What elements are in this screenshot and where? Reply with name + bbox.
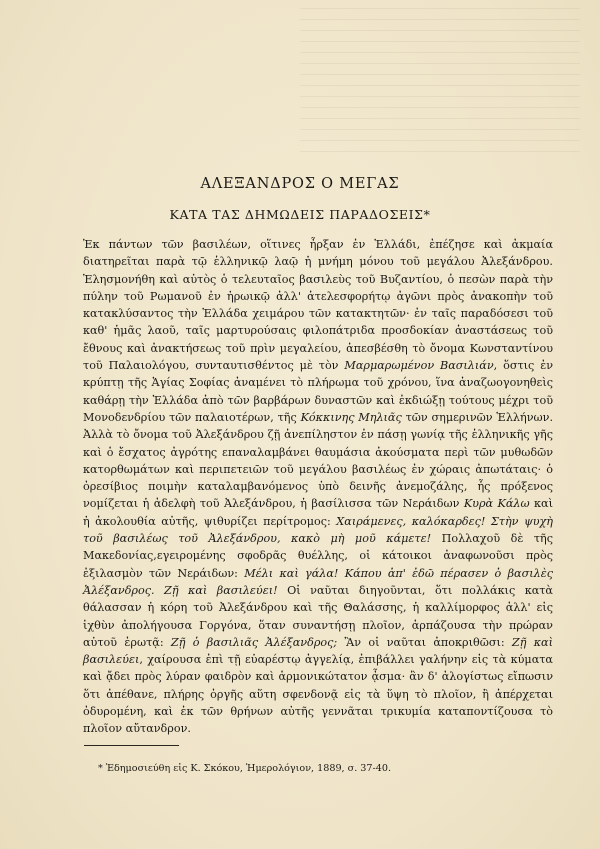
text-run: Πολλαχοῦ δὲ τῆς Μακεδονίας,εγειρομένης σφοδρᾶς θυέλλης, οἱ κάτοικοι ἀναφωνοῦσι πρὸς ἐξιλασμὸν τῶν Νεράιδων: (83, 532, 553, 580)
footnote-divider (84, 745, 179, 746)
italic-run: Μέλι καὶ γάλα! Κάπου ἀπ' ἐδῶ πέρασεν ὁ βασιλὲς Ἀλέξανδρος. Ζῇ καὶ βασιλεύει! (83, 566, 553, 597)
italic-run: Χαιράμενες, καλόκαρδες! Στὴν ψυχὴ τοῦ βασιλέως τοῦ Ἀλεξάνδρου, κακὸ μὴ μοῦ κάμετε! (83, 514, 554, 546)
text-run: Ἂν οἱ ναῦται ἀποκριθῶσι: (337, 635, 512, 649)
italic-run: Ζῇ καὶ βασιλεύει (83, 635, 553, 667)
show-through-text (300, 8, 580, 158)
text-run: , ὅστις ἐν κρύπτῃ τῆς Ἁγίας Σοφίας ἀναμένει τὸ πλήρωμα τοῦ χρόνου, ἵνα ἀναζωογονηθεὶς καθάρῃ τὴν Ἑλλάδα ἀπὸ τῶν βαρβάρων δυναστῶν καὶ ἐκδιώξῃ τούτους μέχρι τοῦ Μονοδενδρίου τῶν παλαιοτέρων, τῆς (83, 359, 553, 424)
italic-run: Ζῇ ὁ βασιλιᾶς Ἀλέξανδρος; (170, 635, 338, 649)
footnote: * Ἐδημοσιεύθη εἰς Κ. Σκόκου, Ἡμερολόγιον, 1889, σ. 37-40. (98, 763, 391, 774)
italic-run: Κυρὰ Κάλω (463, 497, 530, 511)
text-run: Ἐκ πάντων τῶν βασιλέων, οἵτινες ἦρξαν ἐν Ἑλλάδι, ἐπέζησε καὶ ἀκμαία διατηρεῖται παρὰ τῷ ἑλληνικῷ λαῷ ἡ μνήμη μόνου τοῦ μεγάλου Ἀλεξάνδρου. Ἐλησμονήθη καὶ αὐτὸς ὁ τελευταῖος βασιλεὺς τοῦ Βυζαντίου, ὁ πεσὼν παρὰ τὴν πύλην τοῦ Ρωμανοῦ ἐν ἡρωικῷ ἀλλ' ἀτελεσφορήτῳ ἀγῶνι πρὸς ἀνακοπὴν τοῦ κατακλύσαντος τὴν Ἑλλάδα χειμάρου τῶν κατακτητῶν· ἐν ταῖς παραδόσεσι τοῦ καθ' ἡμᾶς λαοῦ, ταῖς μαρτυρούσαις φιλοπάτριδα προσδοκίαν ἀναστάσεως τοῦ ἔθνους καὶ ἀνακτήσεως τοῦ πρὶν μεγαλείου, ἀπεσβέσθη τὸ ὄνομα Κωνσταντίνου τοῦ Παλαιολόγου, συνταυτισθέντος μὲ τὸν (83, 238, 553, 373)
text-run: , χαίρουσα ἐπὶ τῇ εὐαρέστῳ ἀγγελίᾳ, ἐπιβάλλει γαλήνην εἰς τὰ κύματα καὶ ᾄδει πρὸς λύραν φαιδρὸν καὶ ἁρμονικώτατον ᾆσμα· ἂν δ' ἀλογίστως εἴπωσιν ὅτι ἀπέθανε, πλήρης ὀργῆς αὕτη σφενδονᾷ εἰς τὰ ὕψη τὸ πλοῖον, ἢ ἀπέρχεται ὀδυρομένη, καὶ ἐκ τῶν θρήνων αὐτῆς γεννᾶται τρικυμία καταποντίζουσα τὸ πλοῖον αὔτανδρον. (83, 653, 553, 736)
italic-run: Κόκκινης Μηλιᾶς (300, 410, 402, 424)
page-subtitle: ΚΑΤΑ ΤΑΣ ΔΗΜΩΔΕΙΣ ΠΑΡΑΔΟΣΕΙΣ* (169, 207, 431, 222)
text-run: καὶ ἡ ἀκολουθία αὐτῆς, ψιθυρίζει περίτρομος: (83, 497, 553, 528)
text-run: τῶν σημερινῶν Ἑλλήνων. Ἀλλὰ τὸ ὄνομα τοῦ Ἀλεξάνδρου ζῇ ἀνεπίληστον ἐν πάσῃ γωνίᾳ τῆς ἑλληνικῆς γῆς καὶ ὁ ἔσχατος ἀγρότης επαναλαμβάνει θαυμάσια ἀκούσματα περὶ τῶν μυθωδῶν κατορθωμάτων καὶ περιπετειῶν τοῦ μεγάλου βασιλέως ἐν χώραις ἀπωτάταις· ὁ ὀρεσίβιος ποιμὴν καταλαμβανόμενος ὑπὸ δεινῆς ἀνεμοζάλης, ἧς πρόξενος νομίζεται ἡ ἀδελφὴ τοῦ Ἀλεξάνδρου, ἡ βασίλισσα τῶν Νεράιδων (83, 410, 554, 511)
italic-run: Μαρμαρωμένον Βασιλιάν (344, 359, 494, 373)
text-run: Οἱ ναῦται διηγοῦνται, ὅτι πολλάκις κατὰ θάλασσαν ἡ κόρη τοῦ Ἀλεξάνδρου καὶ τῆς Θαλάσσης, ἡ καλλίμορφος ἀλλ' εἰς ἰχθὺν ἀπολήγουσα Γοργόνα, ὅταν συναντήσῃ πλοῖον, ἁρπάζουσα τὴν πρώραν αὐτοῦ ἐρωτᾷ: (83, 583, 553, 649)
body-paragraph (83, 236, 553, 738)
page-title: ΑΛΕΞΑΝΔΡΟΣ Ο ΜΕΓΑΣ (200, 176, 400, 192)
